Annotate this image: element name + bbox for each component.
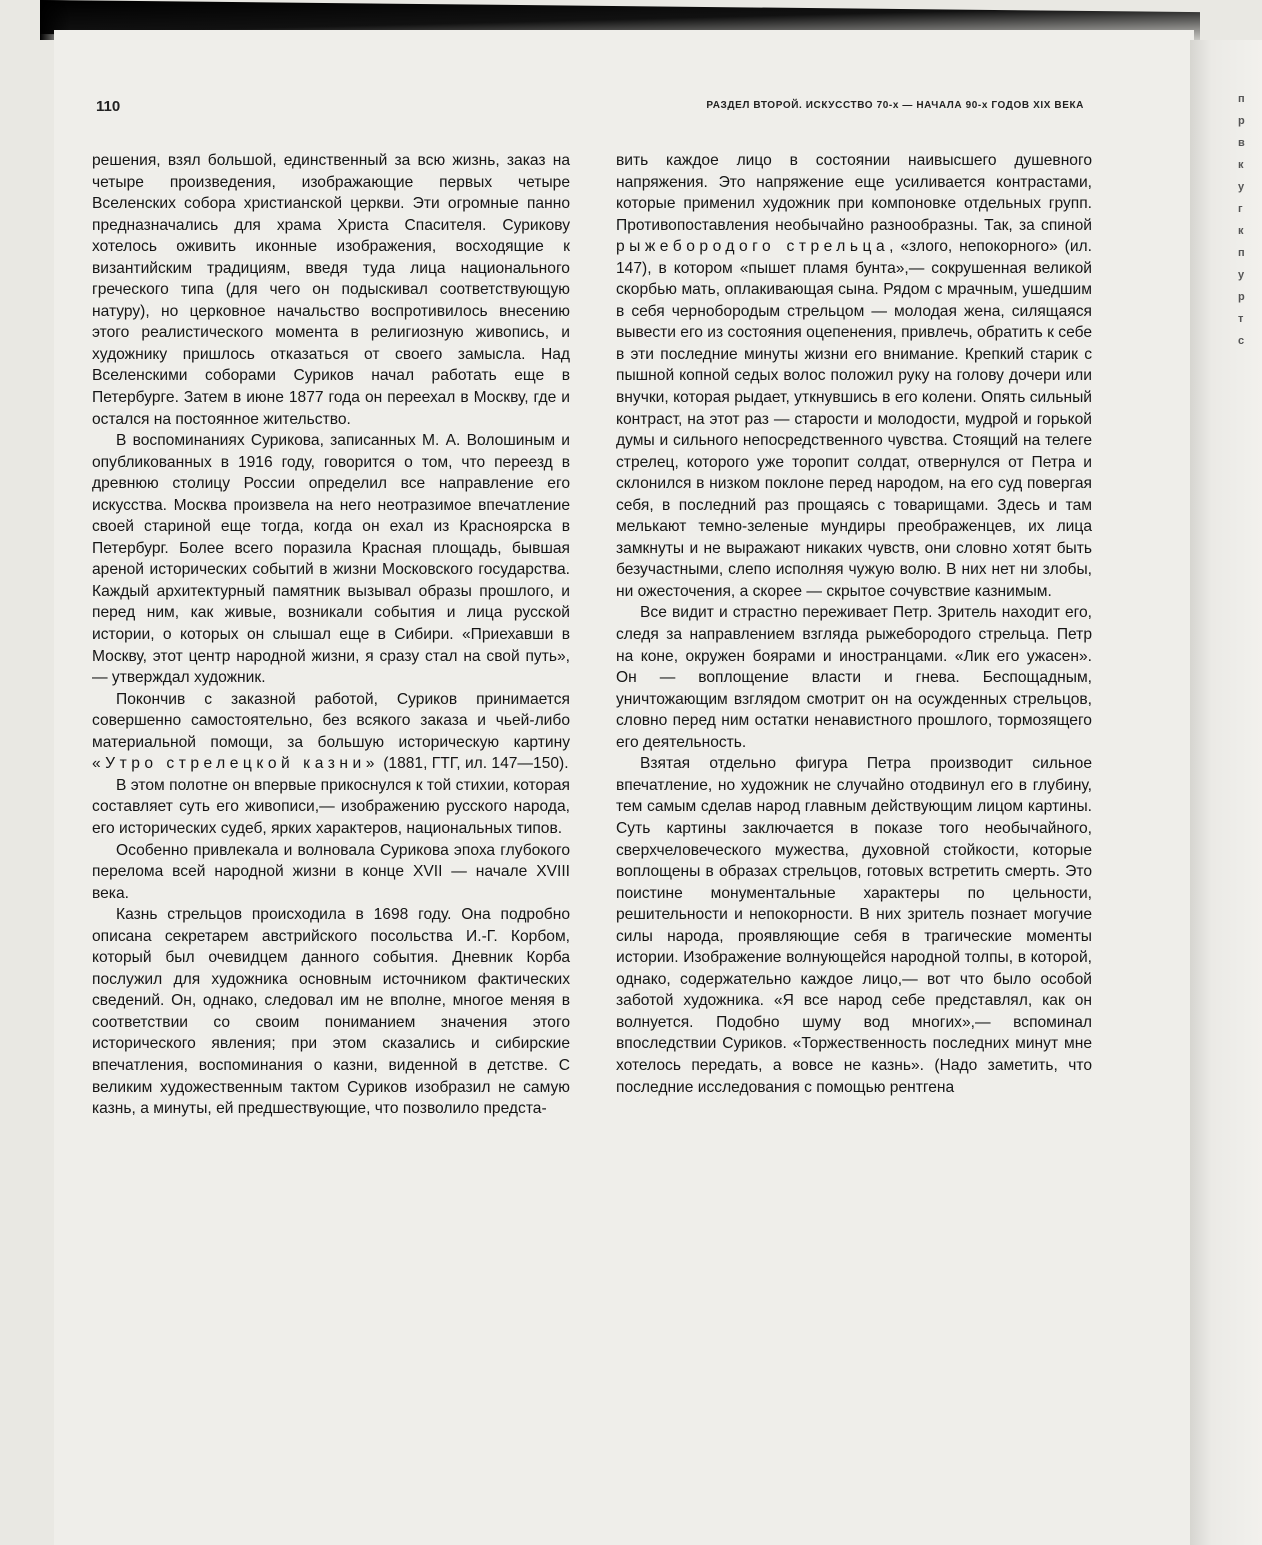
paragraph-text: , «злого, непокорного» (ил. 147), в котором «пышет пламя бунта»,— сокрушенная великой скорбью мать, оплакивающая сына. Рядом с мрачным, ушедшим в себя чернобородым стрельцом — молодая жена, силящаяся вывести его из состояния оцепенения, привлечь, обратить к себе в эти последние минуты жизни его внимание. Крепкий старик с пышной копной седых волос положил руку на голову дочери или внучки, которая рыдает, уткнувшись в его колени. Опять сильный контраст, на этот раз — старости и молодости, мудрой и горькой думы и сильного непосредственного чувства. Стоящий на телеге стрелец, которого уже торопит солдат, отвернулся от Петра и склонился в низком поклоне перед народом, на его суд повергая себя, в последний раз прощаясь с товарищами. Здесь и там мелькают темно-зеленые мундиры преображенцев, их лица замкнуты и не выражают никаких чувств, они словно хотят быть безучастными, слепо исполняя чужую волю. В них нет ни злобы, ни ожесточения, а скорее — скрытое сочувствие казнимым. <box>616 238 1092 600</box>
emphasized-text: рыжебородого стрельца <box>616 238 890 256</box>
paragraph: В воспоминаниях Сурикова, записанных М. А. Волошиным и опубликованных в 1916 году, говорится о том, что переезд в древнюю столицу России определил все направление его искусства. Москва произвела на него неотразимое впечатление своей стариной еще тогда, когда он ехал из Красноярска в Петербург. Более всего поразила Красная площадь, бывшая ареной исторических событий в жизни Московского государства. Каждый архитектурный памятник вызывал образы прошлого, и перед ним, как живые, возникали события и лица русской истории, о которых он слышал еще в Сибири. «Приехавши в Москву, этот центр народной жизни, я сразу стал на свой путь»,— утверждал художник. <box>92 432 570 687</box>
paragraph: В этом полотне он впервые прикоснулся к той стихии, которая составляет суть его живописи,— изображению русского народа, его исторических судеб, ярких характеров, национальных типов. <box>92 776 570 837</box>
right-column <box>616 150 1092 1098</box>
fragment-char: р <box>1238 115 1245 127</box>
paragraph: решения, взял большой, единственный за всю жизнь, заказ на четыре произведения, изображающие первых четыре Вселенских собора христианской церкви. Эти огромные панно предназначались для храма Христа Спасителя. Сурикову хотелось оживить иконные изображения, восходящие к византийским традициям, введя туда лица национального греческого типа (для чего он подыскивал соответствующую натуру), но церковное начальство воспротивилось внесению этого реалистического момента в религиозную живопись, и художнику пришлось отказаться от своего замысла. Над Вселенскими соборами Суриков начал работать еще в Петербурге. Затем в июне 1877 года он переехал в Москву, где и остался на постоянное жительство. <box>92 152 570 428</box>
fragment-char: в <box>1238 137 1245 149</box>
paragraph <box>616 150 1092 602</box>
paragraph-text: (1881, ГТГ, ил. 147—150). <box>378 755 569 773</box>
paragraph: Особенно привлекала и волновала Сурикова эпоха глубокого перелома всей народной жизни в конце XVII — начале XVIII века. <box>92 841 570 902</box>
painting-title: «Утро стрелецкой казни» <box>92 755 379 773</box>
fragment-char: г <box>1238 203 1243 215</box>
fragment-char: у <box>1238 269 1245 281</box>
paragraph: Казнь стрельцов происходила в 1698 году. Она подробно описана секретарем австрийского посольства И.-Г. Корбом, который был очевидцем данного события. Дневник Корба послужил для художника основным источником фактических сведений. Он, однако, следовал им не вполне, многое меняя в соответствии со своим пониманием значения этого исторического явления; при этом сказались и сибирские впечатления, воспоминания о казни, виденной в детстве. С великим художественным тактом Суриков изобразил не самую казнь, а минуты, ей предшествующие, что позволило предста- <box>92 906 570 1118</box>
running-head: РАЗДЕЛ ВТОРОЙ. ИСКУССТВО 70-х — НАЧАЛА 90-х ГОДОВ XIX ВЕКА <box>706 100 1084 111</box>
fragment-char: с <box>1238 335 1245 347</box>
fragment-char: к <box>1238 225 1244 237</box>
fragment-char: т <box>1238 313 1244 325</box>
facing-page-fragments <box>1238 88 1258 352</box>
paragraph-text: Покончив с заказной работой, Суриков принимается совершенно самостоятельно, без всякого заказа и чьей-либо материальной помощи, за большую историческую картину <box>92 690 570 751</box>
fragment-char: п <box>1238 93 1245 105</box>
fragment-char: п <box>1238 247 1245 259</box>
fragment-char: к <box>1238 159 1244 171</box>
paragraph-text: вить каждое лицо в состоянии наивысшего душевного напряжения. Это напряжение еще усиливается контрастами, которые применил художник при компоновке отдельных групп. Противопоставления необычайно разнообразны. Так, за спиной <box>616 152 1092 234</box>
page-number: 110 <box>96 98 121 115</box>
fragment-char: у <box>1238 181 1245 193</box>
paragraph: Взятая отдельно фигура Петра производит сильное впечатление, но художник не случайно отодвинул его в глубину, тем самым сделав народ главным действующим лицом картины. Суть картины заключается в показе того необычайного, сверхчеловеческого мужества, духовной стойкости, которые воплощены в образах стрельцов, готовых встретить смерть. Это поистине монументальные характеры по цельности, решительности и непокорности. В них зритель познает могучие силы народа, проявляющие себя в трагические моменты истории. Изображение волнующейся народной толпы, в которой, однако, содержательно каждое лицо,— вот что было особой заботой художника. «Я все народ себе представлял, как он волнуется. Подобно шуму вод многих»,— вспоминал впоследствии Суриков. «Торжественность последних минут мне хотелось передать, а вовсе не казнь». (Надо заметить, что последние исследования с помощью рентгена <box>616 755 1092 1096</box>
paragraph: Все видит и страстно переживает Петр. Зритель находит его, следя за направлением взгляда рыжебородого стрельца. Петр на коне, окружен боярами и иностранцами. «Лик его ужасен». Он — воплощение власти и гнева. Беспощадным, уничтожающим взглядом смотрит он на осужденных стрельцов, словно перед ним остатки ненавистного прошлого, тормозящего его деятельность. <box>616 604 1092 751</box>
paragraph <box>92 689 570 775</box>
left-column <box>92 150 570 1120</box>
fragment-char: р <box>1238 291 1245 303</box>
